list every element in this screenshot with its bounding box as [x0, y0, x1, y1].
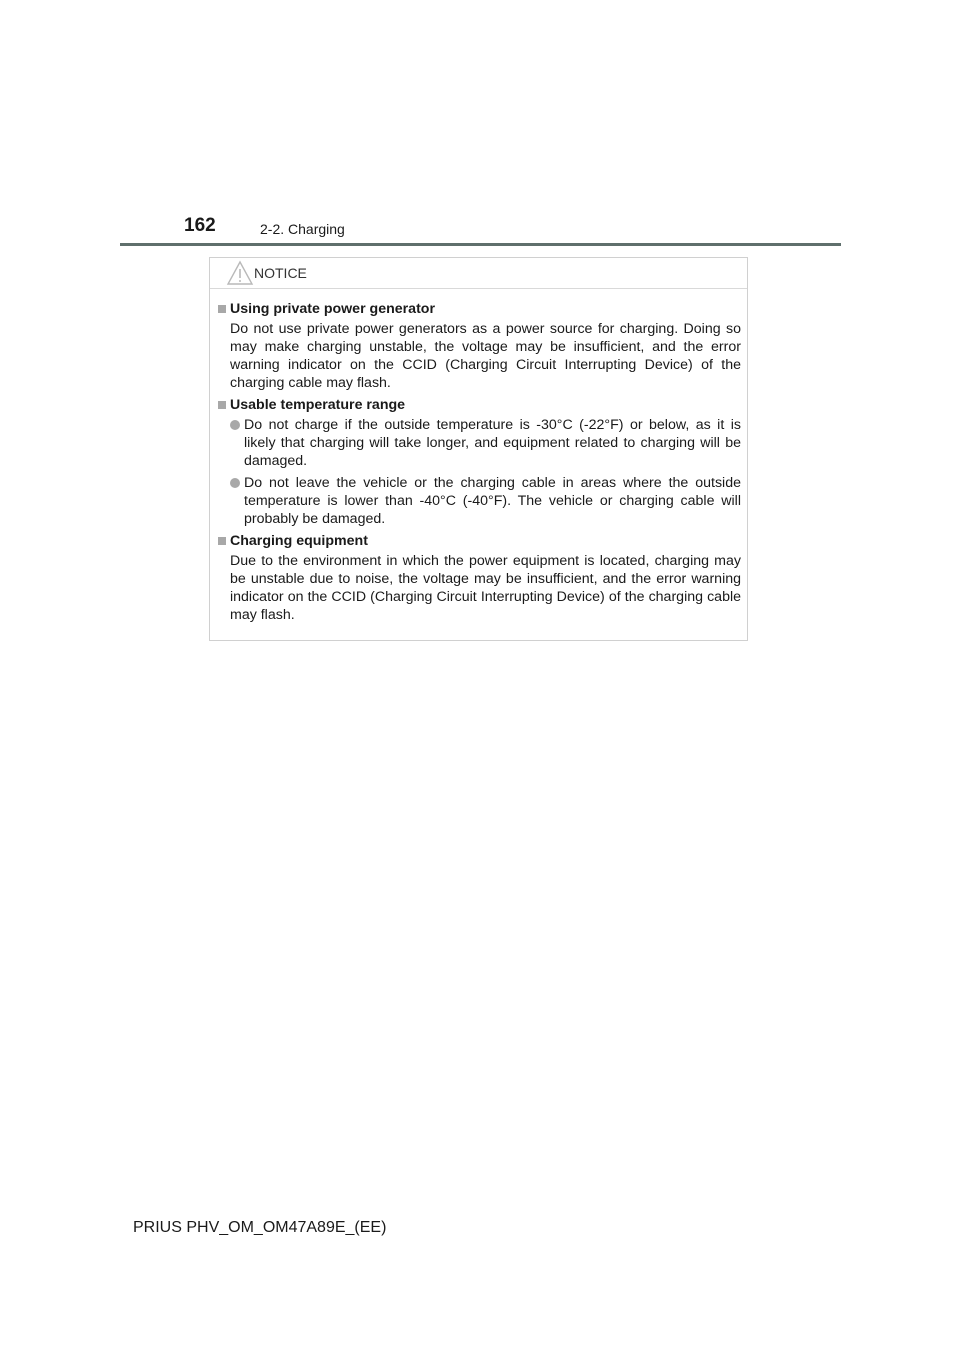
heading-private-generator: Using private power generator [218, 300, 741, 318]
bullet-temperature-1: Do not charge if the outside temperature is -30°C (-22°F) or below, as it is likely that charging will take longer, and equipment related to charging will be damaged. [218, 416, 741, 470]
square-bullet-icon [218, 401, 226, 409]
page-number: 162 [184, 215, 216, 236]
footer-doc-id: PRIUS PHV_OM_OM47A89E_(EE) [133, 1219, 387, 1236]
bullet-temperature-2: Do not leave the vehicle or the charging cable in areas where the outside temperature is lower than -40°C (-40°F). The vehicle or charging cable will probably be damaged. [218, 474, 741, 528]
notice-box [209, 257, 748, 641]
heading-charging-equipment: Charging equipment [218, 532, 741, 550]
square-bullet-icon [218, 537, 226, 545]
circle-bullet-icon [230, 420, 240, 430]
heading-temperature-range: Usable temperature range [218, 396, 741, 414]
notice-header [210, 258, 747, 289]
warning-triangle-icon [226, 260, 254, 286]
notice-body [210, 289, 747, 628]
square-bullet-icon [218, 305, 226, 313]
circle-bullet-icon [230, 478, 240, 488]
header-rule [120, 243, 841, 246]
paragraph-private-generator: Do not use private power generators as a power source for charging. Doing so may make charging unstable, the voltage may be insufficient, and the error warning indicator on the CCID (Charging Circuit Interrupting Device) of the charging cable may flash. [230, 321, 741, 391]
section-title: 2-2. Charging [260, 221, 345, 237]
paragraph-charging-equipment: Due to the environment in which the power equipment is located, charging may be unstable due to noise, the voltage may be insufficient, and the error warning indicator on the CCID (Charging Circuit Interrupting Device) of the charging cable may flash. [230, 553, 741, 623]
notice-label: NOTICE [254, 265, 307, 281]
